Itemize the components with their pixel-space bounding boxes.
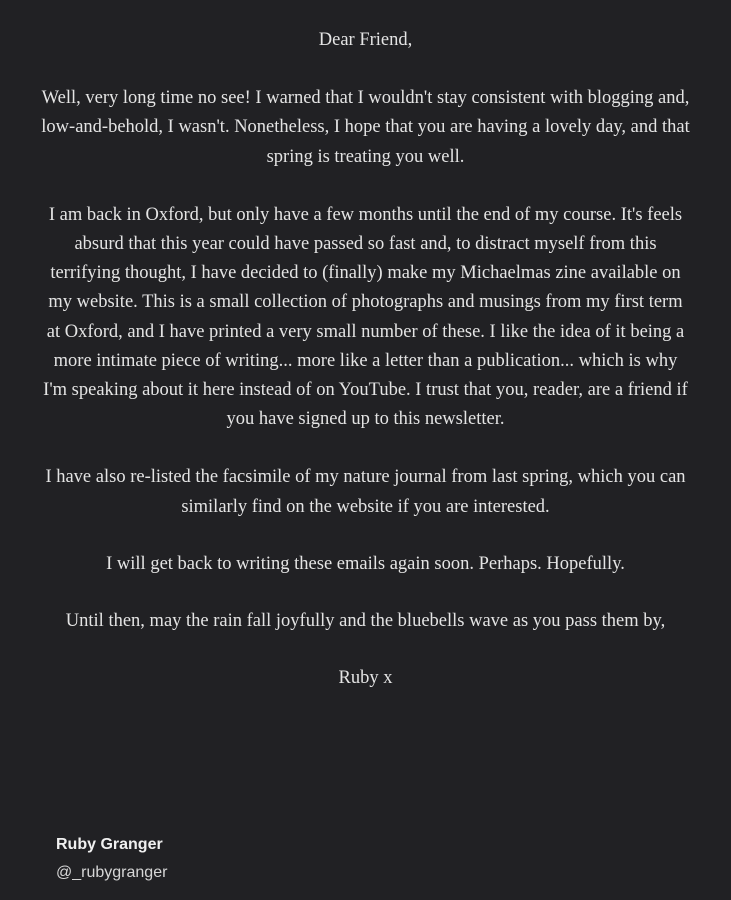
spacer	[40, 434, 691, 463]
paragraph-closing: Until then, may the rain fall joyfully and the bluebells wave as you pass them by,	[65, 611, 666, 632]
paragraph-oxford: I am back in Oxford, but only have a few months until the end of my course. It's feels absurd that this year could have passed so fast and, to distract myself from this terrifying thought, I have decided to (finally) make my Michaelmas zine available on my website. This is a small collection of photographs and musings from my first term at Oxford, and I have printed a very small number of these. I like the idea of it being a more intimate piece of writing... more like a letter than a publication... which is why I'm speaking about it here instead of on YouTube. I trust that you, reader, are a friend if you have signed up to this newsletter.	[43, 204, 688, 430]
author-name: Ruby Granger	[56, 836, 163, 853]
spacer	[40, 636, 691, 664]
letter-body	[40, 26, 691, 693]
spacer	[40, 579, 691, 607]
author-handle[interactable]: @_rubygranger	[56, 864, 168, 881]
paragraph-emails: I will get back to writing these emails again soon. Perhaps. Hopefully.	[106, 553, 625, 574]
paragraph-intro: Well, very long time no see! I warned that I wouldn't stay consistent with blogging and, low-and-behold, I wasn't. Nonetheless, I hope that you are having a lovely day, and that spring is treating you well.	[41, 88, 690, 167]
greeting: Dear Friend,	[318, 30, 413, 50]
spacer	[40, 172, 691, 201]
paragraph-journal: I have also re-listed the facsimile of my nature journal from last spring, which you can similarly find on the website if you are interested.	[45, 467, 686, 517]
spacer	[40, 522, 691, 550]
signoff: Ruby x	[338, 668, 393, 689]
author-footer	[56, 831, 167, 887]
spacer	[40, 55, 691, 84]
